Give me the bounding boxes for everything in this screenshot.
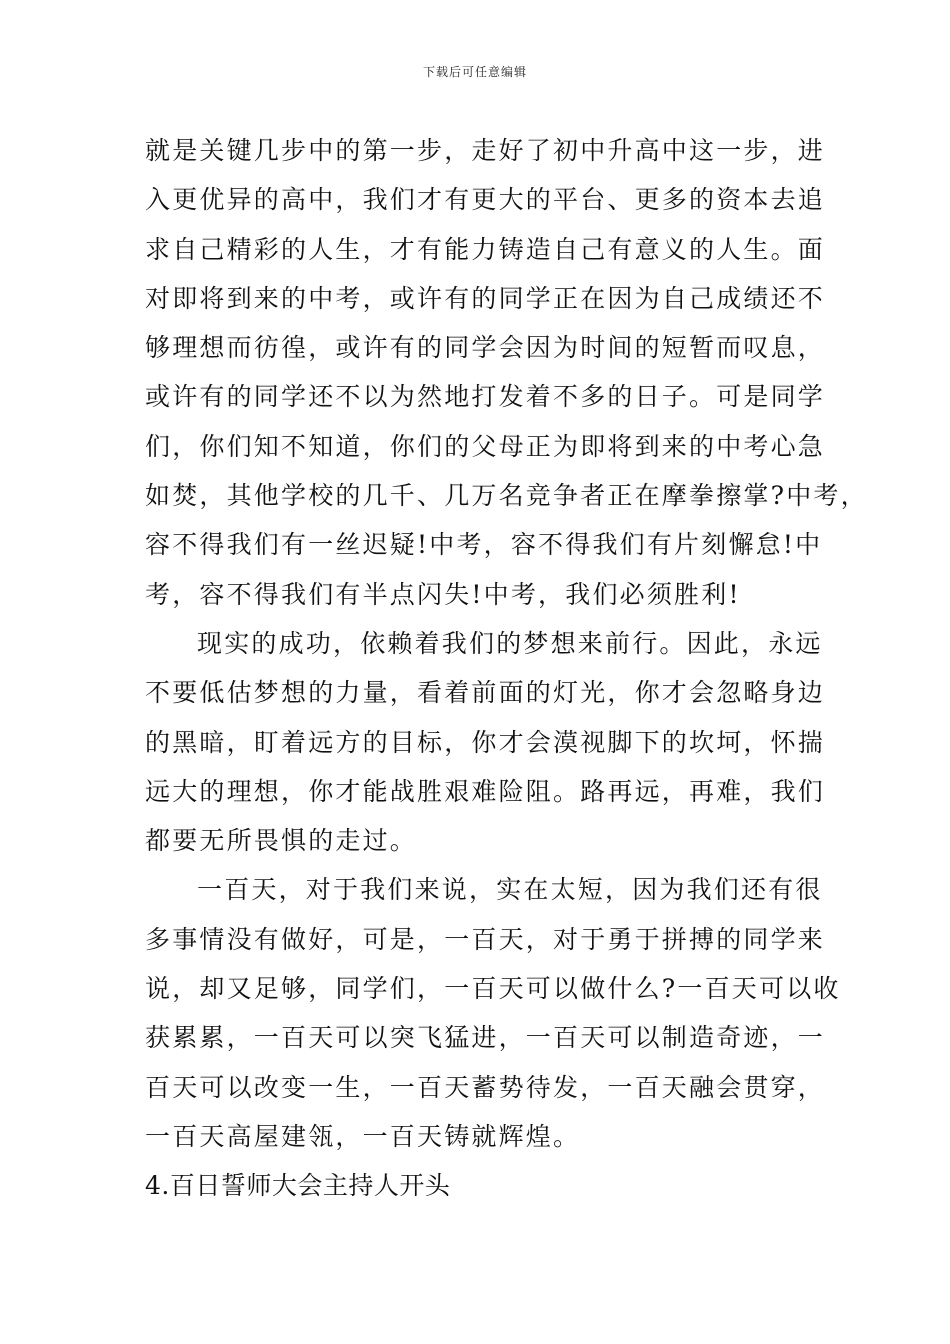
text-line: 就是关键几步中的第一步，走好了初中升高中这一步，进	[145, 136, 826, 165]
text-line: 说，却又足够，同学们，一百天可以做什么?一百天可以收	[145, 974, 841, 1004]
text-line: 考，容不得我们有半点闪失!中考，我们必须胜利!	[145, 579, 741, 609]
page-header: 下载后可任意编辑	[422, 65, 527, 79]
section-heading: 4.百日誓师大会主持人开头	[145, 1171, 451, 1201]
text-line: 入更优异的高中，我们才有更大的平台、更多的资本去追	[145, 185, 826, 215]
document-body	[145, 126, 868, 1211]
text-line: 容不得我们有一丝迟疑!中考，容不得我们有片刻懈怠!中	[145, 530, 823, 560]
text-line: 现实的成功，依赖着我们的梦想来前行。因此，永远	[197, 628, 823, 658]
text-line: 或许有的同学还不以为然地打发着不多的日子。可是同学	[145, 382, 826, 412]
text-line: 获累累，一百天可以突飞猛进，一百天可以制造奇迹，一	[145, 1023, 826, 1053]
text-line: 一百天，对于我们来说，实在太短，因为我们还有很	[197, 875, 823, 905]
text-line: 求自己精彩的人生，才有能力铸造自己有意义的人生。面	[145, 234, 826, 264]
text-line: 够理想而彷徨，或许有的同学会因为时间的短暂而叹息，	[145, 333, 826, 363]
text-line: 百天可以改变一生，一百天蓄势待发，一百天融会贯穿，	[145, 1072, 826, 1102]
text-line: 一百天高屋建瓴，一百天铸就辉煌。	[145, 1121, 581, 1151]
text-line: 不要低估梦想的力量，看着前面的灯光，你才会忽略身边	[145, 678, 826, 708]
text-line: 多事情没有做好，可是，一百天，对于勇于拼搏的同学来	[145, 924, 826, 954]
text-line: 远大的理想，你才能战胜艰难险阻。路再远，再难，我们	[145, 776, 826, 806]
text-line: 都要无所畏惧的走过。	[145, 826, 418, 856]
text-line: 如焚，其他学校的几千、几万名竞争者正在摩拳擦掌?中考，	[145, 481, 868, 511]
text-line: 对即将到来的中考，或许有的同学正在因为自己成绩还不	[145, 283, 826, 313]
text-line: 的黑暗，盯着远方的目标，你才会漠视脚下的坎坷，怀揣	[145, 727, 826, 757]
text-line: 们，你们知不知道，你们的父母正为即将到来的中考心急	[145, 431, 826, 461]
